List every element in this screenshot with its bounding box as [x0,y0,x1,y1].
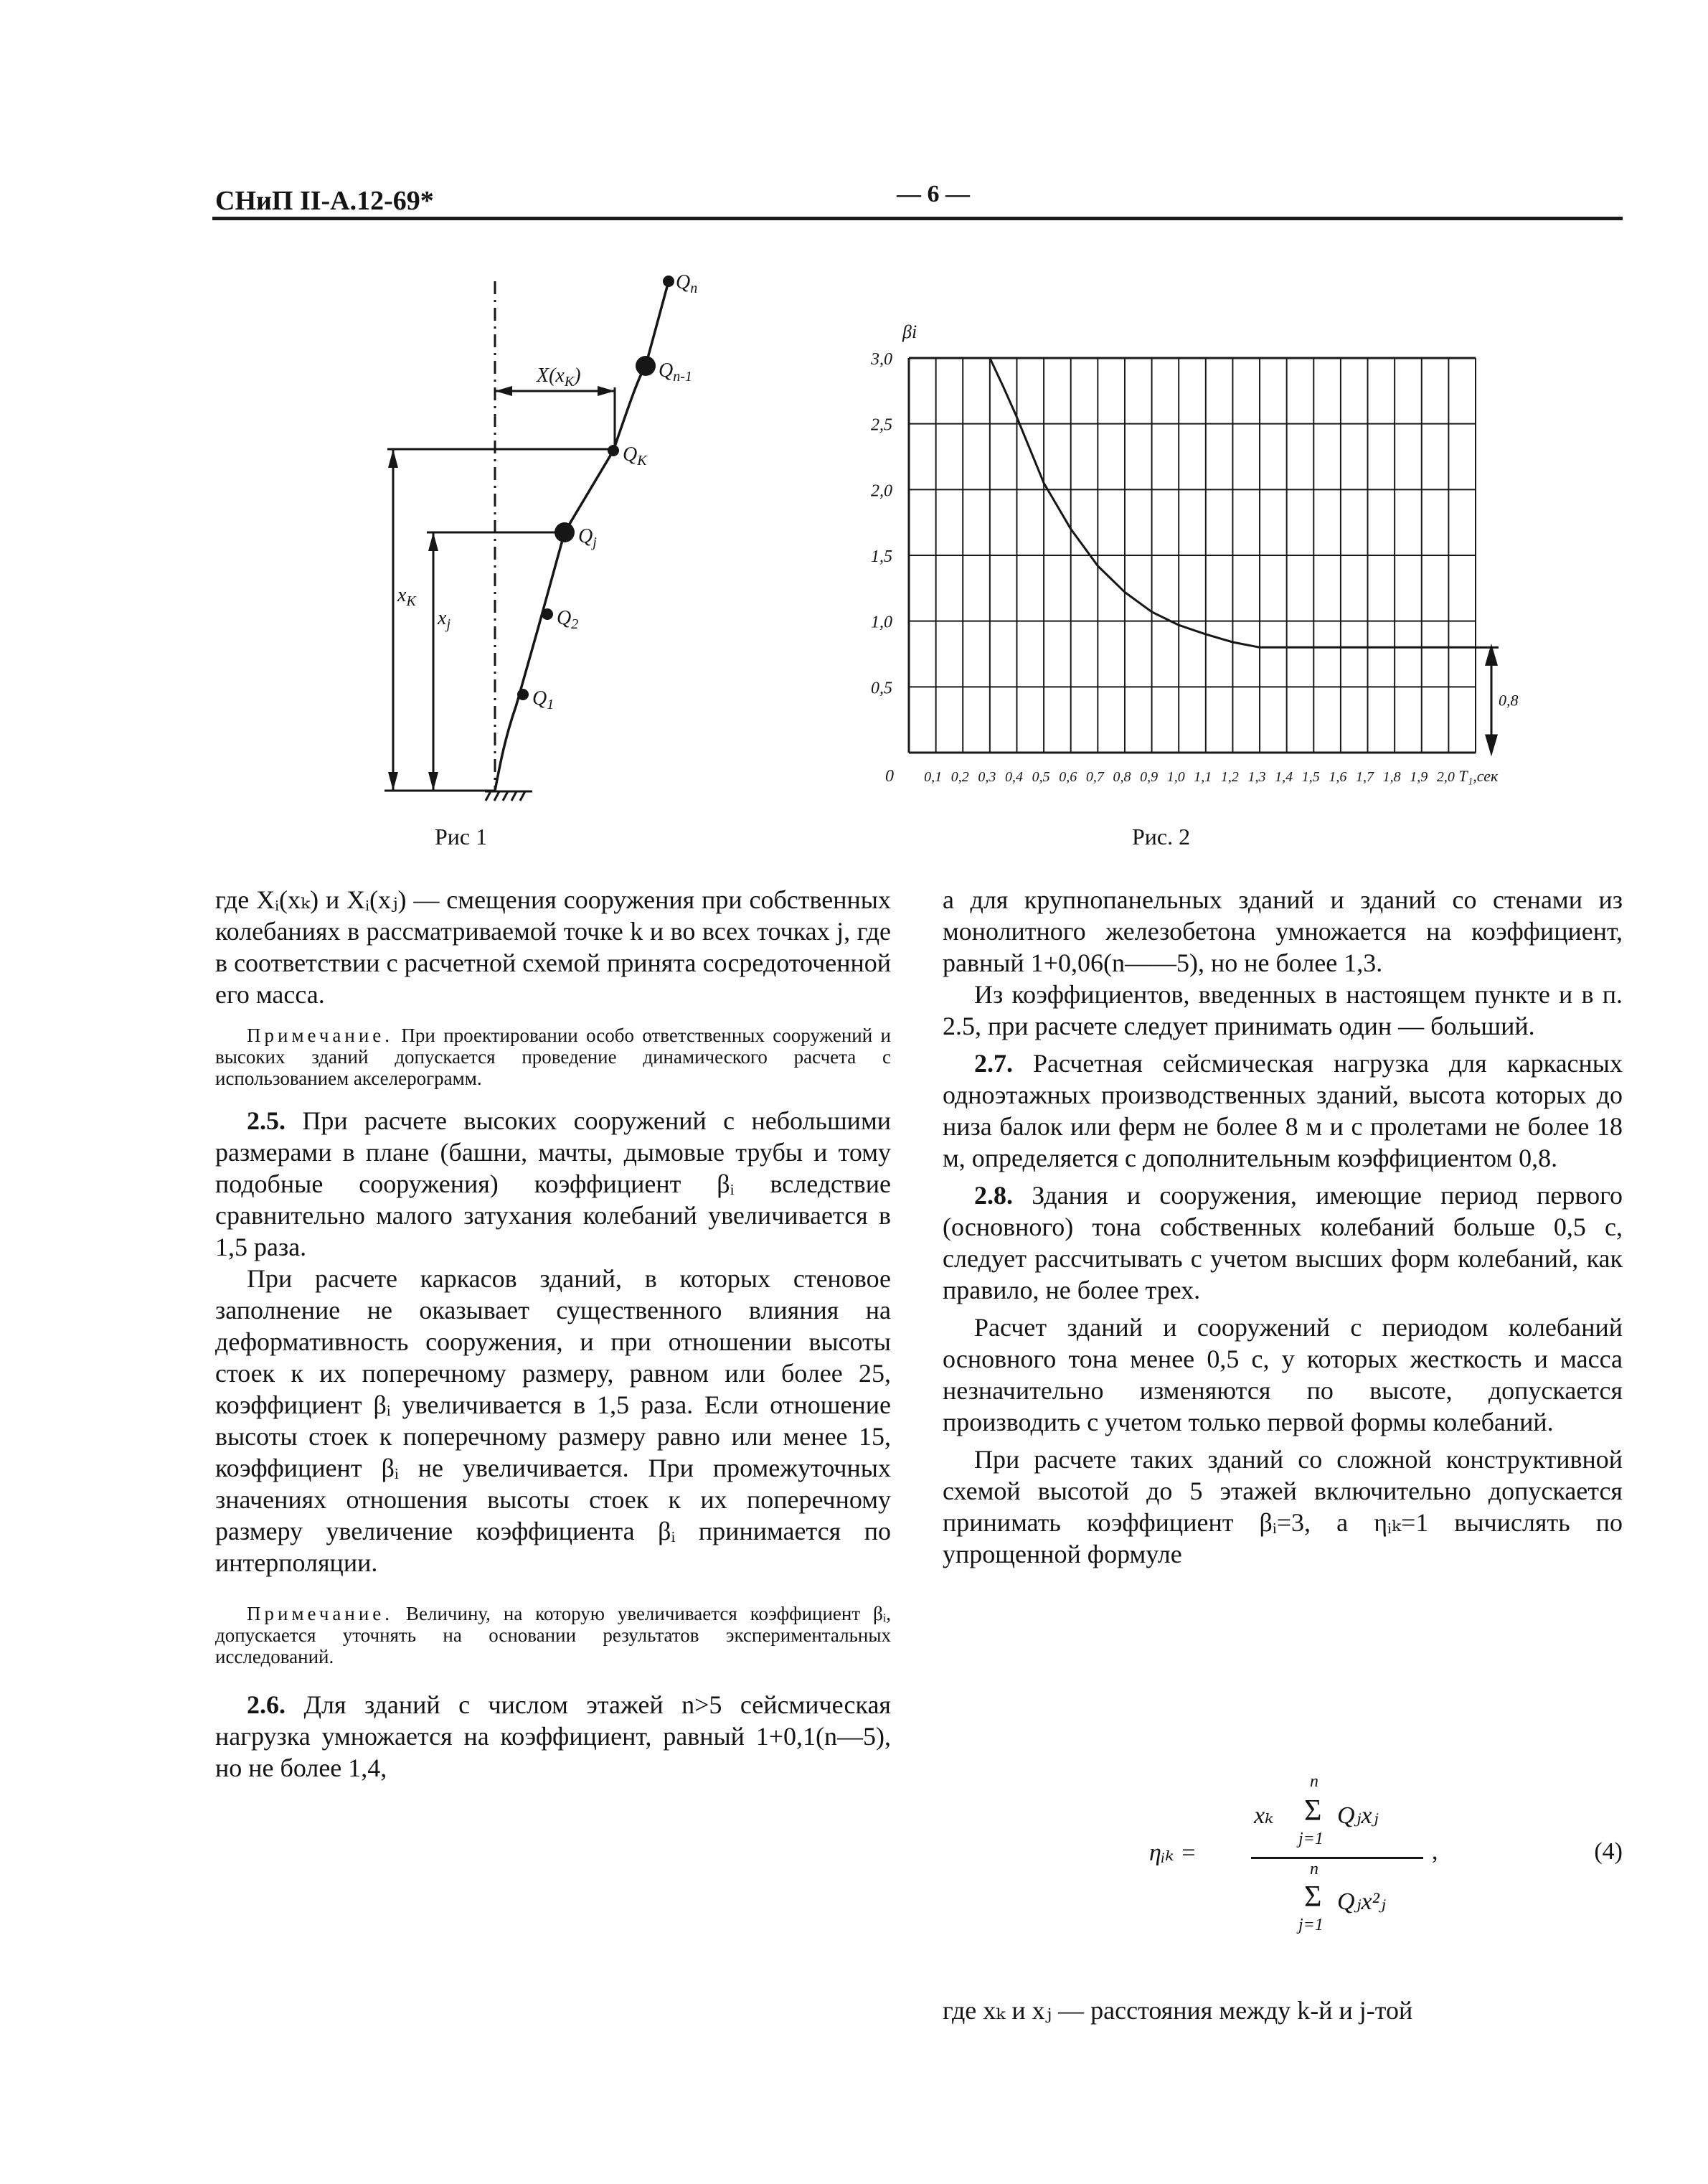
formula-lhs: ηᵢₖ = [1149,1840,1197,1866]
right-column [943,884,1623,1570]
paragraph-2-5-frames: При расчете каркасов зданий, в которых стеновое заполнение не оказывает существенного влияния на деформативность сооружения, и при отношении высоты стоек к их поперечному размеру, равном или более 25, коэффициент βᵢ увеличивается в 1,5 раза. Если отношение высоты стоек к поперечному размеру равно или менее 15, коэффициент βᵢ не увеличивается. При промежуточных значениях отношения высоты стоек к их поперечному размеру увеличение коэффициента βᵢ принимается по интерполяции. [215,1264,891,1577]
annotation-arrow-bottom [1486,735,1496,753]
figure-2-beta-chart [839,312,1528,814]
right-column-last-line [943,1995,1623,2026]
x-tick-15: 1,6 [1329,769,1347,785]
formula-num-lower: j=1 [1298,1830,1324,1848]
paragraph-2-8-simplified: При расчете таких зданий со сложной конструктивной схемой высотой до 5 этажей включительно допускается принимать коэффициент βᵢ=3, а ηᵢₖ=1 вычислять по упрощенной формуле [943,1445,1623,1568]
figure-1-caption: Рис 1 [435,824,488,849]
y-tick-3: 1,5 [871,547,892,566]
y-tick-5: 2,5 [871,415,892,435]
y-tick-1: 0,5 [871,679,892,698]
y-tick-6: 3,0 [871,350,892,369]
label-xj: $x_j$ [438,607,450,632]
paragraph-distances: где xₖ и xⱼ — расстояния между k-й и j-той [943,1996,1413,2025]
paragraph-2-6-choice: Из коэффициентов, введенных в настоящем пункте и в п. 2.5, при расчете следует принимать один — больший. [943,980,1623,1040]
mass-point-q2 [542,608,553,620]
x-axis-label: T₁,сек [1458,767,1499,785]
annotation-arrow-top [1486,647,1496,664]
x-tick-10: 1,1 [1194,769,1212,785]
formula-4 [943,1772,1623,1944]
x-tick-1: 0,2 [950,769,969,785]
mass-point-qn-1 [636,356,656,376]
formula-number: (4) [1594,1838,1623,1865]
paragraph-definitions: где Xᵢ(xₖ) и Xᵢ(xⱼ) — смещения сооружения при собственных колебаниях в рассматриваемой точке k и во всех точках j, где в соответствии с расчетной схемой принята сосредоточенной его масса. [215,885,891,1009]
page-number: — 6 — [897,181,970,207]
y-tick-0: 0 [885,767,894,786]
document-code: СНиП II-А.12-69* [215,186,434,216]
label-xk: $x_K$ [397,584,416,609]
formula-comma: , [1432,1838,1438,1865]
x-tick-7: 0,8 [1113,769,1131,785]
label-qj: $Q_j$ [578,525,597,550]
x-tick-5: 0,6 [1059,769,1077,785]
formula-num-term: Qⱼxⱼ [1337,1802,1379,1829]
x-tick-13: 1,4 [1275,769,1293,785]
paragraph-2-7: 2.7. Расчетная сейсмическая нагрузка для каркасных одноэтажных производственных зданий, высота которых до низа балок или ферм не более 8 м и с пролетами не более 18 м, определяется с дополнительным коэффициентом 0,8. [943,1049,1623,1172]
note-1: Примечание. При проектировании особо ответственных сооружений и высоких зданий допускается проведение динамического расчета с использованием акселерограмм. [215,1025,891,1089]
x-tick-16: 1,7 [1356,769,1374,785]
y-tick-2: 1,0 [871,613,892,632]
label-qn-1: $Q_{n-1}$ [659,359,692,385]
x-tick-6: 0,7 [1085,769,1104,785]
x-tick-8: 0,9 [1140,769,1159,785]
x-tick-3: 0,4 [1004,769,1023,785]
paragraph-2-6: 2.6. Для зданий с числом этажей n>5 сейсмическая нагрузка умножается на коэффициент, равный 1+0,1(n—5), но не более 1,4, [215,1690,891,1782]
left-column [215,884,891,1784]
label-qk: $Q_K$ [623,443,647,469]
x-tick-2: 0,3 [978,769,996,785]
paragraph-2-6-cont: а для крупнопанельных зданий и зданий со стенами из монолитного железобетона умножается на коэффициент, равный 1+0,06(n——5), но не более 1,3. [943,885,1623,977]
formula-num-xk: xₖ [1254,1802,1274,1829]
x-tick-14: 1,5 [1301,769,1320,785]
formula-den-sigma: Σ [1304,1881,1322,1914]
figure-2-caption: Рис. 2 [1132,824,1191,849]
x-tick-9: 1,0 [1166,769,1185,785]
y-axis-label: βi [902,321,917,342]
label-q2: $Q_2$ [557,607,579,632]
formula-den-upper: n [1310,1860,1318,1878]
header-rule [212,217,1623,220]
label-displacement: $X(x_K)$ [537,364,581,390]
annotation-0-8: 0,8 [1499,691,1519,710]
formula-den-term: Qⱼx²ⱼ [1337,1888,1386,1915]
x-tick-4: 0,5 [1032,769,1050,785]
paragraph-2-8-first-mode: Расчет зданий и сооружений с периодом колебаний основного тона менее 0,5 с, у которых жесткость и масса незначительно изменяются по высоте, допускается производить с учетом только первой формы колебаний. [943,1313,1623,1436]
chart-grid [909,358,1476,753]
formula-num-upper: n [1310,1772,1318,1791]
label-q1: $Q_1$ [532,687,555,712]
x-tick-18: 1,9 [1410,769,1428,785]
fraction-bar [1251,1857,1423,1859]
note-2: Примечание. Величину, на которую увеличивается коэффициент βᵢ, допускается уточнять на основании результатов экспериментальных исследований. [215,1603,891,1667]
x-tick-17: 1,8 [1382,769,1401,785]
mass-point-q1 [517,689,529,700]
x-tick-11: 1,2 [1220,769,1239,785]
formula-num-sigma: Σ [1304,1794,1322,1827]
mass-point-qk [608,445,619,456]
figure-1-mode-shape [359,265,732,818]
label-qn: $Q_n$ [676,271,698,296]
formula-den-lower: j=1 [1298,1916,1324,1934]
x-tick-0: 0,1 [924,769,943,785]
paragraph-2-5: 2.5. При расчете высоких сооружений с небольшими размерами в плане (башни, мачты, дымовые трубы и тому подобные сооружения) коэффициент βᵢ вследствие сравнительно малого затухания колебаний увеличивается в 1,5 раза. [215,1106,891,1261]
mass-point-qn [663,276,674,287]
y-tick-4: 2,0 [871,481,892,501]
mass-point-qj [555,522,575,542]
x-tick-19: 2,0 [1436,769,1455,785]
paragraph-2-8: 2.8. Здания и сооружения, имеющие период первого (основного) тона собственных колебаний больше 0,5 с, следует рассчитывать с учетом высших форм колебаний, как правило, не более трех. [943,1181,1623,1304]
x-tick-12: 1,3 [1247,769,1266,785]
beta-curve [909,358,1476,647]
